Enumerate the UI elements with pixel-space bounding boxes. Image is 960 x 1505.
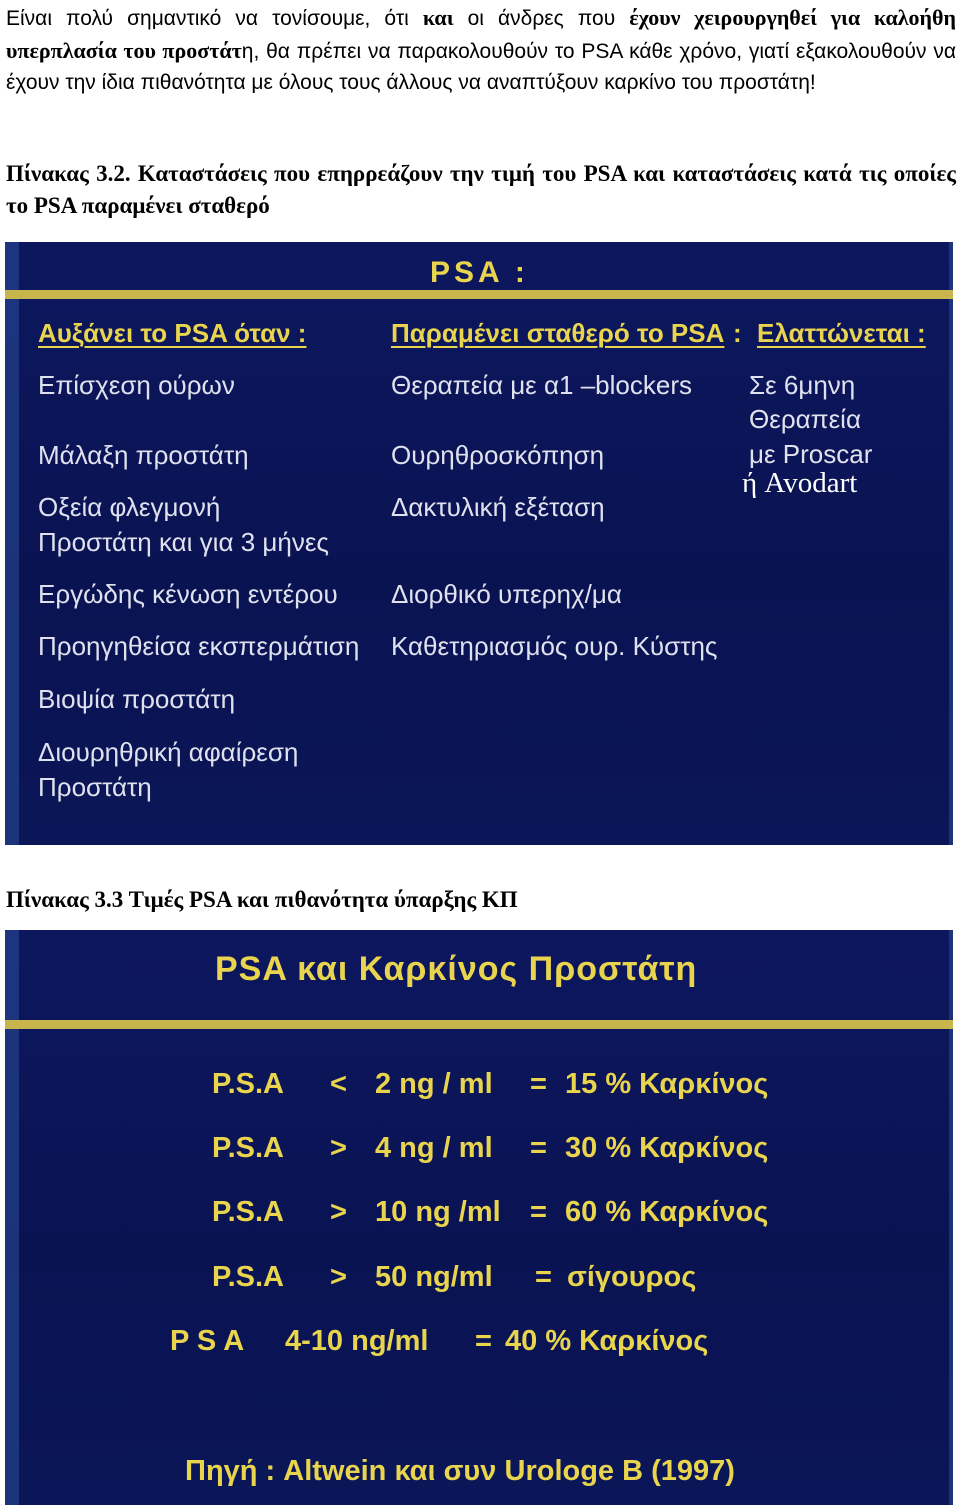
psa-row-result: 60 % Καρκίνος: [565, 1196, 769, 1228]
decrease-item: Σε 6μηνη: [749, 370, 856, 400]
stable-item: Δακτυλική εξέταση: [391, 492, 605, 522]
psa-row-label: P.S.A: [212, 1068, 285, 1100]
psa-row-op: <: [330, 1068, 347, 1100]
stable-item: Διορθικό υπερηχ/μα: [391, 579, 622, 609]
psa-row-label: P.S.A: [212, 1196, 285, 1228]
psa-row-result: 40 % Καρκίνος: [505, 1325, 709, 1357]
psa-row-value: 4 ng / ml: [375, 1132, 493, 1164]
psa-conditions-slide: [5, 242, 953, 845]
col1-header: Αυξάνει το PSA όταν :: [38, 318, 307, 348]
psa-row-value: 50 ng/ml: [375, 1261, 493, 1293]
source-credit: Πηγή : Altwein και συν Urologe B (1997): [185, 1455, 735, 1487]
stable-item: Καθετηριασμός ουρ. Κύστης: [391, 631, 718, 661]
table-3-3-caption: Πίνακας 3.3 Τιμές PSA και πιθανότητα ύπαρξης ΚΠ: [6, 887, 518, 912]
decrease-item: με Proscar: [749, 439, 873, 469]
psa-row-result: σίγουρος: [567, 1261, 697, 1293]
stable-item: Θεραπεία με α1 –blockers: [391, 370, 692, 400]
psa-row-result: 15 % Καρκίνος: [565, 1068, 769, 1100]
psa-row-value: 4-10 ng/ml: [285, 1325, 429, 1357]
col2-header: Παραμένει σταθερό το PSA: [391, 318, 725, 348]
psa-row-op: >: [330, 1196, 347, 1228]
col3-header: Ελαττώνεται :: [757, 318, 926, 348]
increase-item: Επίσχεση ούρων: [38, 370, 235, 400]
psa-row-label: P.S.A: [212, 1261, 285, 1293]
increase-item: Προηγηθείσα εκσπερμάτιση: [38, 631, 360, 661]
psa-row-label: P S A: [170, 1325, 245, 1357]
intro-text-2: οι άνδρες που: [453, 7, 630, 30]
psa-row-eq: =: [530, 1068, 547, 1100]
increase-item: Εργώδης κένωση εντέρου: [38, 579, 338, 609]
table-3-2-caption: Πίνακας 3.2. Καταστάσεις που επηρρεάζουν την τιμή του PSA και καταστάσεις κατά τις οποίες το PSA παραμένει σταθερό: [6, 161, 956, 218]
psa-row-label: P.S.A: [212, 1132, 285, 1164]
slide-left-edge: [5, 242, 19, 845]
increase-item: Διουρηθρική αφαίρεση: [38, 737, 299, 767]
psa-row-eq: =: [530, 1132, 547, 1164]
increase-item: Προστάτη και για 3 μήνες: [38, 527, 329, 557]
psa-row-value: 2 ng / ml: [375, 1068, 493, 1100]
decrease-item-overlay: ή Avodart: [742, 467, 858, 499]
stable-item: Ουρηθροσκόπηση: [391, 440, 605, 470]
intro-bold-1: και: [422, 5, 454, 30]
slide-left-edge: [5, 930, 19, 1505]
increase-item: Προστάτη: [38, 772, 152, 802]
psa-row-result: 30 % Καρκίνος: [565, 1132, 769, 1164]
slide-divider: [5, 1020, 953, 1029]
slide-right-edge: [949, 930, 953, 1505]
increase-item: Οξεία φλεγμονή: [38, 492, 221, 522]
psa-row-op: >: [330, 1132, 347, 1164]
slide-title: PSA :: [430, 256, 529, 289]
psa-row-eq: =: [535, 1261, 552, 1293]
increase-item: Μάλαξη προστάτη: [38, 440, 249, 470]
psa-row-eq: =: [475, 1325, 492, 1357]
decrease-item: Θεραπεία: [749, 404, 861, 434]
psa-row-op: >: [330, 1261, 347, 1293]
slide-divider: [5, 290, 953, 299]
intro-paragraph: [6, 2, 956, 99]
slide-title: PSA και Καρκίνος Προστάτη: [215, 950, 698, 988]
col2-header-colon: :: [733, 318, 742, 348]
slide-right-edge: [949, 242, 953, 845]
increase-item: Βιοψία προστάτη: [38, 684, 236, 714]
intro-text-3: η, θα πρέπει να παρακολουθούν το PSA κάθε χρόνο, γιατί εξακολουθούν να έχουν την ίδια πιθανότητα με όλους τους άλλους να αναπτύξουν καρκίνο του προστάτη!: [6, 39, 957, 94]
intro-text-1: Είναι πολύ σημαντικό να τονίσουμε, ότι: [6, 7, 423, 30]
psa-row-value: 10 ng /ml: [375, 1196, 501, 1228]
psa-row-eq: =: [530, 1196, 547, 1228]
psa-cancer-slide: [5, 930, 953, 1505]
intro-bold-2: έχουν χειρουργηθεί για καλοήθη υπερπλασία του προστάτ: [6, 5, 956, 63]
